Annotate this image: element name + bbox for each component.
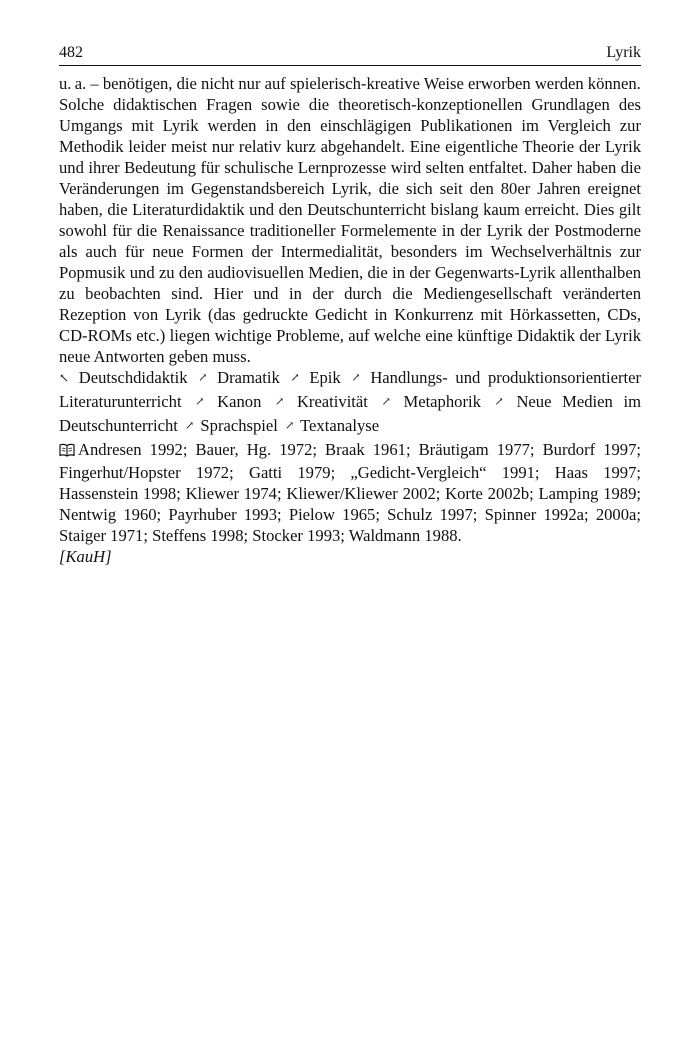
- cross-reference-item[interactable]: Deutschdidaktik: [78, 368, 188, 387]
- cross-reference-item[interactable]: Handlungs- und produktionsorientierter Literaturunterricht: [59, 368, 641, 411]
- literature-list: [59, 439, 641, 546]
- reference-arrow-icon: ↗: [351, 372, 361, 384]
- cross-reference-list: [59, 367, 641, 439]
- reference-arrow-icon: ↗: [494, 396, 504, 408]
- paragraph-main: Solche didaktischen Fragen sowie die theoretisch-konzeptionellen Grundlagen des Umgangs mit Lyrik werden in den einschlägigen Publikationen im Vergleich zur Methodik leider meist nur relativ kurz abgehandelt. Eine eigentliche Theorie der Lyrik und ihrer Bedeutung für schulische Lernprozesse wird selten entfaltet. Daher haben die Veränderungen im Gegenstandsbereich Lyrik, die sich seit den 80er Jahren ereignet haben, die Literaturdidaktik und den Deutschunterricht bislang kaum erreicht. Dies gilt sowohl für die Renaissance traditioneller Formelemente in der Lyrik der Postmoderne als auch für neue Formen der Intermedialität, besonders im Wechselverhältnis zur Popmusik und zu den audiovisuellen Medien, die in der Gegenwarts-Lyrik allenthalben zu beobachten sind. Hier und in der durch die Mediengesellschaft veränderten Rezeption von Lyrik (das gedruckte Gedicht in Konkurrenz mit Hörkassetten, CDs, CD-ROMs etc.) liegen wichtige Probleme, auf welche eine künftige Didaktik der Lyrik neue Antworten geben muss.: [59, 95, 641, 366]
- cross-reference-item[interactable]: Sprachspiel: [200, 416, 278, 435]
- reference-arrow-icon: ↗: [290, 372, 300, 384]
- reference-arrow-icon: ↗: [275, 396, 285, 408]
- running-title: Lyrik: [606, 44, 641, 61]
- reference-arrow-icon: ↗: [381, 396, 391, 408]
- book-page: [59, 44, 641, 567]
- back-arrow-icon: ↖: [59, 371, 70, 385]
- paragraph-continuation: u. a. – benötigen, die nicht nur auf spielerisch-kreative Weise erworben werden können.: [59, 74, 641, 93]
- page-number: 482: [59, 44, 83, 61]
- cross-reference-item[interactable]: Kanon: [217, 392, 262, 411]
- reference-arrow-icon: ↗: [195, 396, 205, 408]
- cross-reference-item[interactable]: Kreativität: [296, 392, 368, 411]
- author-sigle: [KauH]: [59, 547, 112, 566]
- reference-arrow-icon: ↗: [185, 420, 195, 432]
- cross-reference-item[interactable]: Dramatik: [217, 368, 280, 387]
- cross-reference-item[interactable]: Neue Medien im Deutschunterricht: [59, 392, 641, 435]
- reference-arrow-icon: ↗: [285, 420, 295, 432]
- cross-reference-item[interactable]: Metaphorik: [403, 392, 481, 411]
- body-text: [59, 73, 641, 567]
- open-book-icon: [59, 441, 75, 462]
- cross-reference-item[interactable]: Textanalyse: [300, 416, 380, 435]
- reference-arrow-icon: ↗: [198, 372, 208, 384]
- running-head: [59, 44, 641, 66]
- cross-reference-item[interactable]: Epik: [309, 368, 341, 387]
- literature-references: Andresen 1992; Bauer, Hg. 1972; Braak 1961; Bräutigam 1977; Burdorf 1997; Fingerhut/Hopster 1972; Gatti 1979; „Gedicht-Vergleich“ 1991; Haas 1997; Hassenstein 1998; Kliewer 1974; Kliewer/Kliewer 2002; Korte 2002b; Lamping 1989; Nentwig 1960; Payrhuber 1993; Pielow 1965; Schulz 1997; Spinner 1992a; 2000a; Staiger 1971; Steffens 1998; Stocker 1993; Waldmann 1988.: [59, 440, 641, 545]
